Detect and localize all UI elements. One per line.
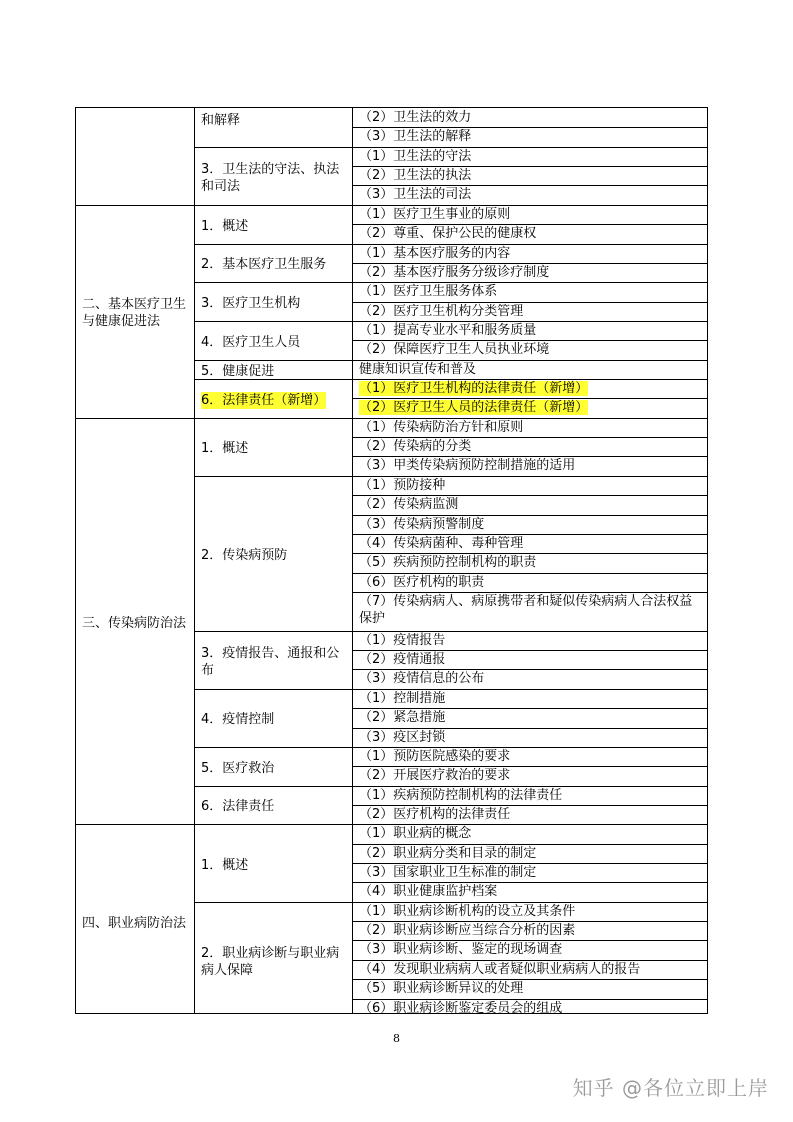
item-cell xyxy=(353,747,708,766)
item-cell xyxy=(353,456,708,475)
item-cell-text: （1）疫情报告 xyxy=(359,632,446,648)
item-cell xyxy=(353,921,708,940)
item-cell xyxy=(353,960,708,979)
item-cell-text: （2）职业病分类和目录的制定 xyxy=(359,845,537,861)
item-cell xyxy=(353,592,708,631)
item-cell xyxy=(353,902,708,921)
item-cell xyxy=(353,360,708,379)
subtopic-cell xyxy=(195,244,352,283)
item-cell-text: （1）基本医疗服务的内容 xyxy=(359,245,511,261)
subtopic-cell-text: 2．传染病预防 xyxy=(201,547,288,563)
item-cell xyxy=(353,476,708,495)
item-cell xyxy=(353,437,708,456)
item-cell-text: （2）传染病的分类 xyxy=(359,439,472,455)
item-cell-text: （1）提高专业水平和服务质量 xyxy=(359,322,537,338)
subtopic-cell-text: 1．概述 xyxy=(201,441,249,457)
item-cell xyxy=(353,244,708,263)
item-cell xyxy=(353,379,708,398)
item-cell xyxy=(353,844,708,863)
subtopic-cell xyxy=(195,631,352,689)
item-cell xyxy=(353,882,708,901)
item-cell xyxy=(353,728,708,747)
item-cell xyxy=(353,302,708,321)
item-cell xyxy=(353,534,708,553)
item-cell xyxy=(353,418,708,437)
subtopic-cell xyxy=(195,321,352,360)
item-cell-text: （2）传染病监测 xyxy=(359,497,459,513)
item-cell-text: （1）控制措施 xyxy=(359,690,446,706)
column-divider xyxy=(194,108,195,1013)
item-cell-text: （3）卫生法的解释 xyxy=(359,129,472,145)
item-cell-text: （1）预防医院感染的要求 xyxy=(359,748,511,764)
subtopic-cell-text: 3．疫情报告、通报和公布 xyxy=(201,645,340,678)
item-cell xyxy=(353,708,708,727)
subtopic-cell-text: 2．职业病诊断与职业病病人保障 xyxy=(201,945,340,978)
watermark: 知乎 @各位立即上岸 xyxy=(572,1076,769,1100)
subtopic-cell-text: 6．法律责任 xyxy=(201,799,275,815)
subtopic-cell xyxy=(195,786,352,825)
subtopic-cell-text: 2．基本医疗卫生服务 xyxy=(201,257,327,273)
subtopic-cell-text: 1．概述 xyxy=(201,218,249,234)
section-title-cell-text: 二、基本医疗卫生与健康促进法 xyxy=(82,297,187,330)
item-cell-text: （1）预防接种 xyxy=(359,477,446,493)
item-cell xyxy=(353,573,708,592)
subtopic-cell-text: 5．健康促进 xyxy=(201,363,275,379)
item-cell-text: （6）医疗机构的职责 xyxy=(359,574,485,590)
subtopic-cell xyxy=(195,824,352,901)
item-cell xyxy=(353,766,708,785)
item-cell-text: （7）传染病病人、病原携带者和疑似传染病病人合法权益保护 xyxy=(359,594,693,626)
subtopic-cell xyxy=(195,360,352,379)
item-cell xyxy=(353,631,708,650)
subtopic-cell-text: 6．法律责任（新增） xyxy=(201,392,327,408)
item-cell-text: （2）保障医疗卫生人员执业环境 xyxy=(359,342,550,358)
section-title-cell xyxy=(76,418,194,825)
item-cell xyxy=(353,321,708,340)
item-cell xyxy=(353,940,708,959)
item-cell-text: （4）发现职业病病人或者疑似职业病病人的报告 xyxy=(359,961,641,977)
item-cell xyxy=(353,263,708,282)
subtopic-cell xyxy=(195,205,352,244)
item-cell-text: （1）卫生法的守法 xyxy=(359,148,472,164)
item-cell-text: （3）疫情信息的公布 xyxy=(359,671,485,687)
column-divider xyxy=(352,108,353,1013)
item-cell-text: （2）基本医疗服务分级诊疗制度 xyxy=(359,264,550,280)
item-cell xyxy=(353,166,708,185)
section-title-cell-text: 三、传染病防治法 xyxy=(82,615,187,631)
subtopic-cell xyxy=(195,476,352,631)
document-table xyxy=(75,107,708,1014)
subtopic-cell-text: 3．卫生法的守法、执法和司法 xyxy=(201,161,340,194)
item-cell-text: （3）疫区封锁 xyxy=(359,729,446,745)
page-number: 8 xyxy=(393,1032,400,1045)
item-cell xyxy=(353,495,708,514)
item-cell xyxy=(353,185,708,204)
section-title-cell-text: 四、职业病防治法 xyxy=(82,915,187,931)
subtopic-cell-text: 5．医疗救治 xyxy=(201,760,275,776)
subtopic-cell-text: 1．概述 xyxy=(201,857,249,873)
subtopic-cell xyxy=(195,147,352,205)
subtopic-cell-text: 4．医疗卫生人员 xyxy=(201,334,301,350)
item-cell xyxy=(353,205,708,224)
item-cell-text: （2）紧急措施 xyxy=(359,710,446,726)
section-title-cell xyxy=(76,205,194,418)
item-cell xyxy=(353,224,708,243)
item-cell xyxy=(353,108,708,127)
subtopic-cell xyxy=(195,902,352,1018)
item-cell xyxy=(353,786,708,805)
item-cell xyxy=(353,863,708,882)
item-cell-text: （6）职业病诊断鉴定委员会的组成 xyxy=(359,1000,563,1016)
item-cell xyxy=(353,147,708,166)
section-title-cell xyxy=(76,108,194,205)
item-cell-text: （3）甲类传染病预防控制措施的适用 xyxy=(359,458,576,474)
item-cell xyxy=(353,689,708,708)
item-cell-text: （2）医疗卫生人员的法律责任（新增） xyxy=(359,400,589,416)
section-title-cell xyxy=(76,824,194,1018)
item-cell-text: （1）传染病防治方针和原则 xyxy=(359,419,524,435)
item-cell-text: （2）卫生法的效力 xyxy=(359,110,472,125)
item-cell-text: （5）疾病预防控制机构的职责 xyxy=(359,555,537,571)
item-cell xyxy=(353,398,708,417)
item-cell-text: （4）传染病菌种、毒种管理 xyxy=(359,535,524,551)
subtopic-cell xyxy=(195,418,352,476)
item-cell-text: （2）医疗卫生机构分类管理 xyxy=(359,303,524,319)
item-cell-text: （2）职业病诊断应当综合分析的因素 xyxy=(359,923,576,939)
item-cell-text: （2）疫情通报 xyxy=(359,652,446,668)
item-cell xyxy=(353,669,708,688)
item-cell xyxy=(353,553,708,572)
item-cell-text: （1）医疗卫生服务体系 xyxy=(359,284,498,300)
item-cell xyxy=(353,650,708,669)
subtopic-cell-text: 和解释 xyxy=(201,113,241,128)
subtopic-cell xyxy=(195,689,352,747)
subtopic-cell xyxy=(195,747,352,786)
item-cell-text: （1）职业病的概念 xyxy=(359,826,472,842)
item-cell-text: （2）开展医疗救治的要求 xyxy=(359,768,511,784)
item-cell-text: （1）疾病预防控制机构的法律责任 xyxy=(359,787,563,803)
item-cell xyxy=(353,127,708,146)
item-cell-text: （1）医疗卫生机构的法律责任（新增） xyxy=(359,381,589,397)
item-cell-text: （2）医疗机构的法律责任 xyxy=(359,806,511,822)
item-cell-text: （1）职业病诊断机构的设立及其条件 xyxy=(359,903,576,919)
item-cell xyxy=(353,824,708,843)
item-cell xyxy=(353,282,708,301)
subtopic-cell-text: 3．医疗卫生机构 xyxy=(201,296,301,312)
item-cell-text: （4）职业健康监护档案 xyxy=(359,884,498,900)
item-cell-text: （5）职业病诊断异议的处理 xyxy=(359,981,524,997)
item-cell-text: 健康知识宣传和普及 xyxy=(359,361,477,377)
item-cell-text: （3）传染病预警制度 xyxy=(359,516,485,532)
item-cell-text: （2）尊重、保护公民的健康权 xyxy=(359,226,537,242)
item-cell xyxy=(353,515,708,534)
item-cell xyxy=(353,805,708,824)
subtopic-cell-text: 4．疫情控制 xyxy=(201,712,275,728)
item-cell-text: （3）国家职业卫生标准的制定 xyxy=(359,865,537,881)
subtopic-cell xyxy=(195,108,352,147)
item-cell xyxy=(353,340,708,359)
item-cell-text: （3）职业病诊断、鉴定的现场调查 xyxy=(359,942,563,958)
subtopic-cell xyxy=(195,379,352,418)
item-cell-text: （1）医疗卫生事业的原则 xyxy=(359,206,511,222)
subtopic-cell xyxy=(195,282,352,321)
item-cell-text: （2）卫生法的执法 xyxy=(359,168,472,184)
item-cell-text: （3）卫生法的司法 xyxy=(359,187,472,203)
item-cell xyxy=(353,979,708,998)
item-cell xyxy=(353,999,708,1018)
